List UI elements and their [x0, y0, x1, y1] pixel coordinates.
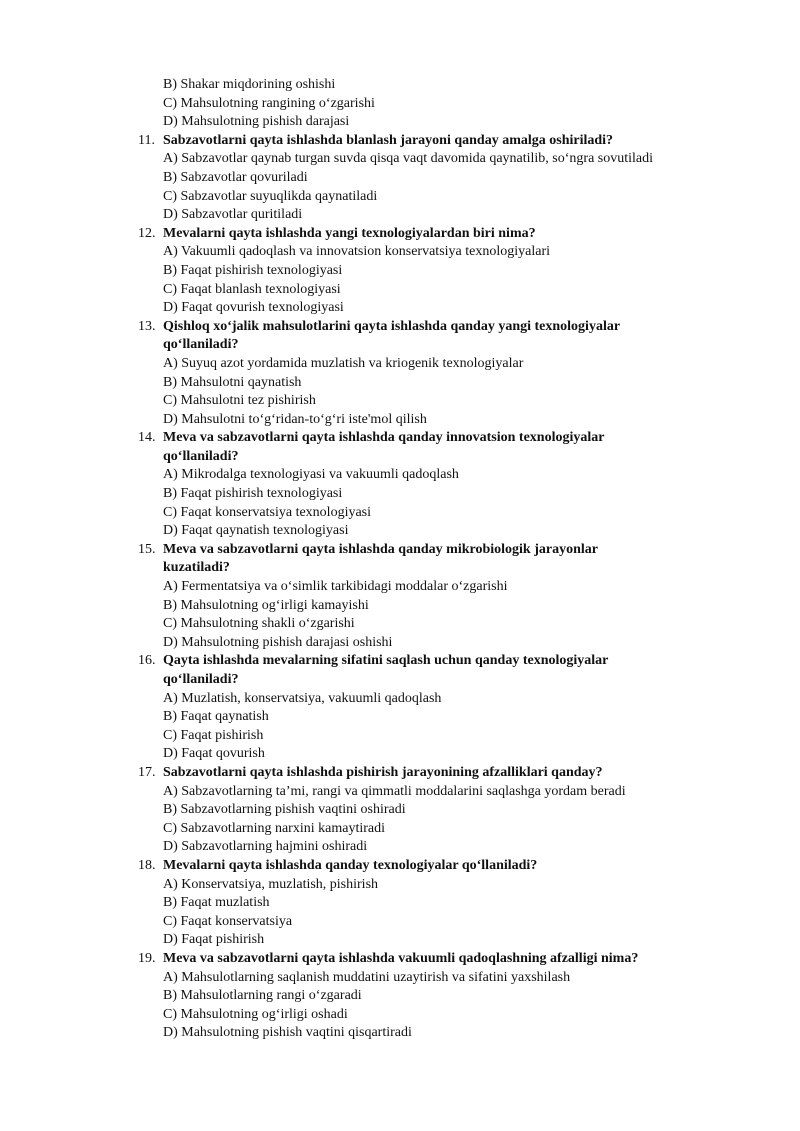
- question-number: 12.: [138, 225, 156, 241]
- question-line: [0, 429, 800, 448]
- question-text: Meva va sabzavotlarni qayta ishlashda qanday mikrobiologik jarayonlar: [163, 541, 598, 557]
- question-number: 15.: [138, 541, 156, 557]
- document-page: [0, 76, 800, 1043]
- question-block: [0, 950, 800, 1043]
- answer-option: A) Sabzavotlar qaynab turgan suvda qisqa vaqt davomida qaynatilib, so‘ngra sovutiladi: [163, 151, 654, 167]
- answer-option: C) Faqat pishirish: [163, 727, 264, 743]
- question-number: 19.: [138, 950, 156, 966]
- question-block: [0, 225, 800, 318]
- question-block: [0, 857, 800, 950]
- answer-option: C) Faqat konservatsiya texnologiyasi: [163, 504, 372, 520]
- question-number: 17.: [138, 764, 156, 780]
- answer-option: D) Sabzavotlarning hajmini oshiradi: [163, 839, 368, 855]
- answer-option: D) Faqat qaynatish texnologiyasi: [163, 523, 349, 539]
- question-number: 16.: [138, 653, 156, 669]
- question-text: Sabzavotlarni qayta ishlashda blanlash jarayoni qanday amalga oshiriladi?: [163, 132, 614, 148]
- answer-option: D) Mahsulotning pishish darajasi oshishi: [163, 634, 393, 650]
- answer-option: A) Mahsulotlarning saqlanish muddatini uzaytirish va sifatini yaxshilash: [163, 969, 571, 985]
- answer-option: B) Faqat qaynatish: [163, 709, 269, 725]
- question-block: [0, 318, 800, 430]
- answer-option: B) Faqat pishirish texnologiyasi: [163, 486, 343, 502]
- question-number: 14.: [138, 430, 156, 446]
- answer-option: C) Mahsulotni tez pishirish: [163, 393, 316, 409]
- answer-option: B) Sabzavotlar qovuriladi: [163, 169, 308, 185]
- answer-option: A) Muzlatish, konservatsiya, vakuumli qadoqlash: [163, 690, 442, 706]
- question-line: [0, 652, 800, 671]
- question-number: 11.: [138, 132, 155, 148]
- question-text: Mevalarni qayta ishlashda yangi texnologiyalardan biri nima?: [163, 225, 536, 241]
- question-line: [0, 541, 800, 560]
- answer-option: B) Mahsulotning og‘irligi kamayishi: [163, 597, 369, 613]
- answer-option: D) Faqat pishirish: [163, 932, 265, 948]
- question-block: [0, 764, 800, 857]
- answer-option: A) Mikrodalga texnologiyasi va vakuumli qadoqlash: [163, 467, 459, 483]
- answer-option: C) Sabzavotlarning narxini kamaytiradi: [163, 820, 385, 836]
- question-text: Qayta ishlashda mevalarning sifatini saqlash uchun qanday texnologiyalar: [163, 653, 609, 669]
- question-block: [0, 541, 800, 653]
- question-text: Meva va sabzavotlarni qayta ishlashda vakuumli qadoqlashning afzalligi nima?: [163, 950, 639, 966]
- answer-option: D) Mahsulotning pishish darajasi: [163, 114, 350, 130]
- question-text: Mevalarni qayta ishlashda qanday texnologiyalar qo‘llaniladi?: [163, 857, 538, 873]
- question-text: Qishloq xo‘jalik mahsulotlarini qayta ishlashda qanday yangi texnologiyalar: [163, 318, 621, 334]
- answer-option: C) Faqat blanlash texnologiyasi: [163, 281, 341, 297]
- question-line: [0, 950, 800, 969]
- answer-option: A) Vakuumli qadoqlash va innovatsion konservatsiya texnologiyalari: [163, 244, 551, 260]
- answer-option: D) Faqat qovurish: [163, 746, 265, 762]
- answer-option: D) Mahsulotni to‘g‘ridan-to‘g‘ri iste'mol qilish: [163, 411, 427, 427]
- question-text: Sabzavotlarni qayta ishlashda pishirish jarayonining afzalliklari qanday?: [163, 764, 603, 780]
- answer-option: D) Mahsulotning pishish vaqtini qisqartiradi: [163, 1025, 412, 1041]
- answer-option: B) Faqat muzlatish: [163, 895, 270, 911]
- answer-option: A) Sabzavotlarning ta’mi, rangi va qimmatli moddalarini saqlashga yordam beradi: [163, 783, 626, 799]
- answer-option: B) Mahsulotni qaynatish: [163, 374, 302, 390]
- answer-option: C) Mahsulotning rangining o‘zgarishi: [163, 95, 375, 111]
- answer-option: A) Fermentatsiya va o‘simlik tarkibidagi moddalar o‘zgarishi: [163, 579, 508, 595]
- leading-options: [0, 76, 800, 132]
- answer-option: B) Sabzavotlarning pishish vaqtini oshiradi: [163, 802, 406, 818]
- question-line: [0, 225, 800, 244]
- question-block: [0, 652, 800, 764]
- question-line: [0, 132, 800, 151]
- answer-option: C) Mahsulotning shakli o‘zgarishi: [163, 616, 355, 632]
- question-text-continuation: kuzatiladi?: [163, 560, 230, 576]
- answer-option: C) Faqat konservatsiya: [163, 913, 293, 929]
- answer-option: D) Faqat qovurish texnologiyasi: [163, 300, 344, 316]
- question-text-continuation: qo‘llaniladi?: [163, 337, 239, 353]
- answer-option: A) Suyuq azot yordamida muzlatish va kriogenik texnologiyalar: [163, 355, 524, 371]
- question-line: [0, 857, 800, 876]
- answer-option: B) Mahsulotlarning rangi o‘zgaradi: [163, 988, 362, 1004]
- answer-option: A) Konservatsiya, muzlatish, pishirish: [163, 876, 379, 892]
- question-line: [0, 764, 800, 783]
- question-block: [0, 429, 800, 541]
- answer-option: B) Faqat pishirish texnologiyasi: [163, 262, 343, 278]
- question-number: 18.: [138, 857, 156, 873]
- answer-option: B) Shakar miqdorining oshishi: [163, 77, 336, 92]
- answer-option: D) Sabzavotlar quritiladi: [163, 207, 303, 223]
- question-number: 13.: [138, 318, 156, 334]
- question-text-continuation: qo‘llaniladi?: [163, 672, 239, 687]
- question-line: [0, 318, 800, 337]
- question-text-continuation: qo‘llaniladi?: [163, 448, 239, 464]
- answer-option: C) Mahsulotning og‘irligi oshadi: [163, 1006, 348, 1022]
- question-text: Meva va sabzavotlarni qayta ishlashda qanday innovatsion texnologiyalar: [163, 430, 605, 446]
- answer-option: C) Sabzavotlar suyuqlikda qaynatiladi: [163, 188, 378, 204]
- question-block: [0, 132, 800, 225]
